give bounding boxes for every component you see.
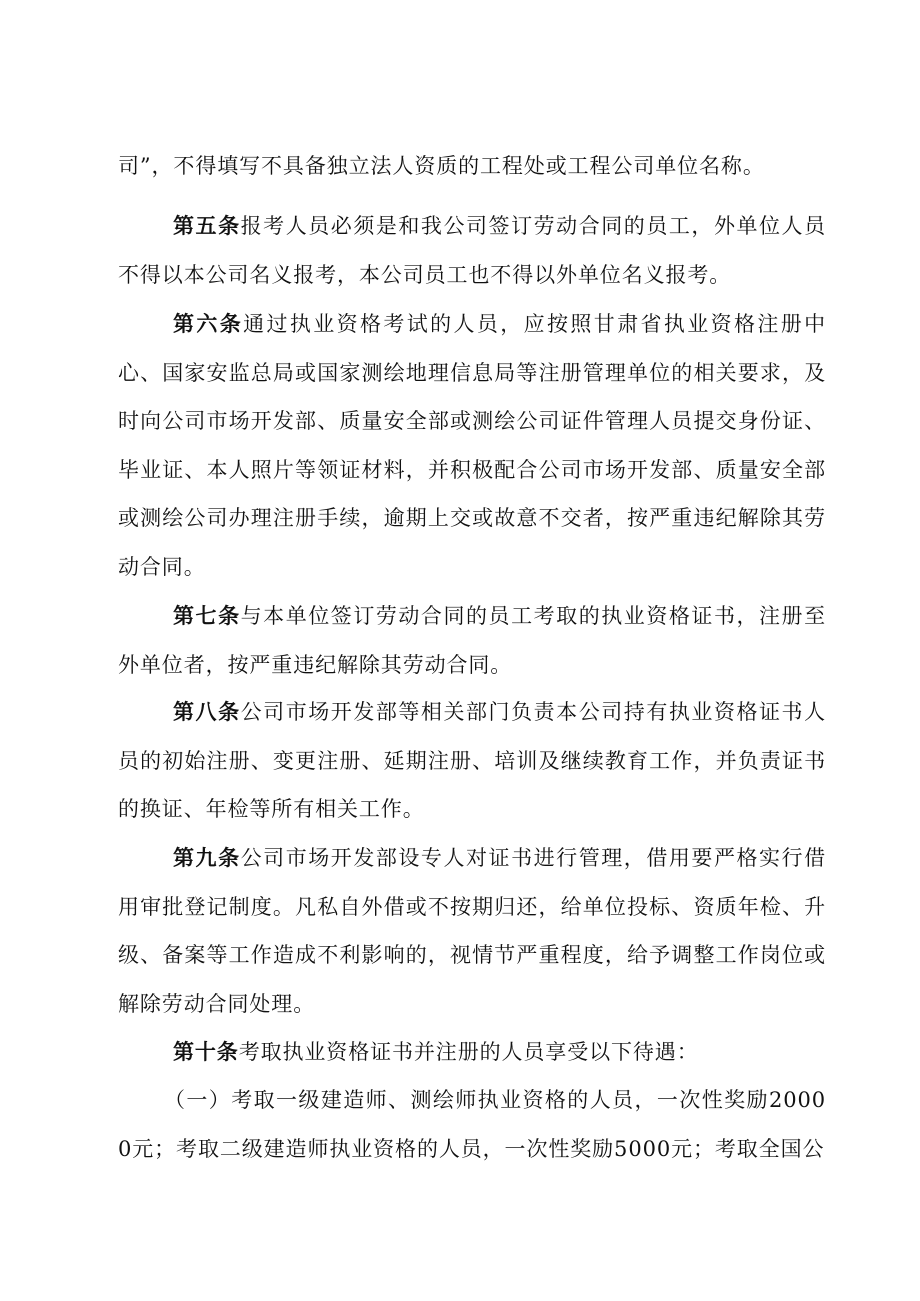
paragraph-continuation [118, 142, 826, 191]
article-heading: 第七条 [173, 604, 241, 628]
article-6 [118, 300, 826, 591]
article-8 [118, 688, 826, 834]
paragraph-text: 与本单位签订劳动合同的员工考取的执业资格证书，注册至外单位者，按严重违纪解除其劳动合同。 [118, 604, 826, 677]
article-9 [118, 834, 826, 1028]
paragraph-text: 公司市场开发部等相关部门负责本公司持有执业资格证书人员的初始注册、变更注册、延期注册、培训及继续教育工作，并负责证书的换证、年检等所有相关工作。 [118, 700, 826, 821]
list-item-1 [118, 1076, 826, 1173]
article-heading: 第八条 [173, 700, 241, 724]
paragraph-text: （一）考取一级建造师、测绘师执业资格的人员，一次性奖励20000元；考取二级建造师执业资格的人员，一次性奖励5000元；考取全国公 [118, 1088, 826, 1161]
article-heading: 第十条 [173, 1040, 239, 1064]
article-5 [118, 202, 826, 299]
article-10 [118, 1028, 826, 1077]
paragraph-text: 司”，不得填写不具备独立法人资质的工程处或工程公司单位名称。 [118, 154, 765, 178]
article-heading: 第六条 [173, 312, 244, 336]
paragraph-text: 公司市场开发部设专人对证书进行管理，借用要严格实行借用审批登记制度。凡私自外借或不按期归还，给单位投标、资质年检、升级、备案等工作造成不利影响的，视情节严重程度，给予调整工作岗位或解除劳动合同处理。 [118, 846, 826, 1016]
article-heading: 第五条 [173, 214, 241, 238]
paragraph-text: 考取执业资格证书并注册的人员享受以下待遇： [238, 1040, 699, 1064]
paragraph-text: 通过执业资格考试的人员，应按照甘肃省执业资格注册中心、国家安监总局或国家测绘地理信息局等注册管理单位的相关要求，及时向公司市场开发部、质量安全部或测绘公司证件管理人员提交身份证、毕业证、本人照片等领证材料，并积极配合公司市场开发部、质量安全部或测绘公司办理注册手续，逾期上交或故意不交者，按严重违纪解除其劳动合同。 [118, 312, 826, 579]
paragraph-text: 报考人员必须是和我公司签订劳动合同的员工，外单位人员不得以本公司名义报考，本公司员工也不得以外单位名义报考。 [118, 214, 826, 287]
article-heading: 第九条 [173, 846, 241, 870]
article-7 [118, 592, 826, 689]
